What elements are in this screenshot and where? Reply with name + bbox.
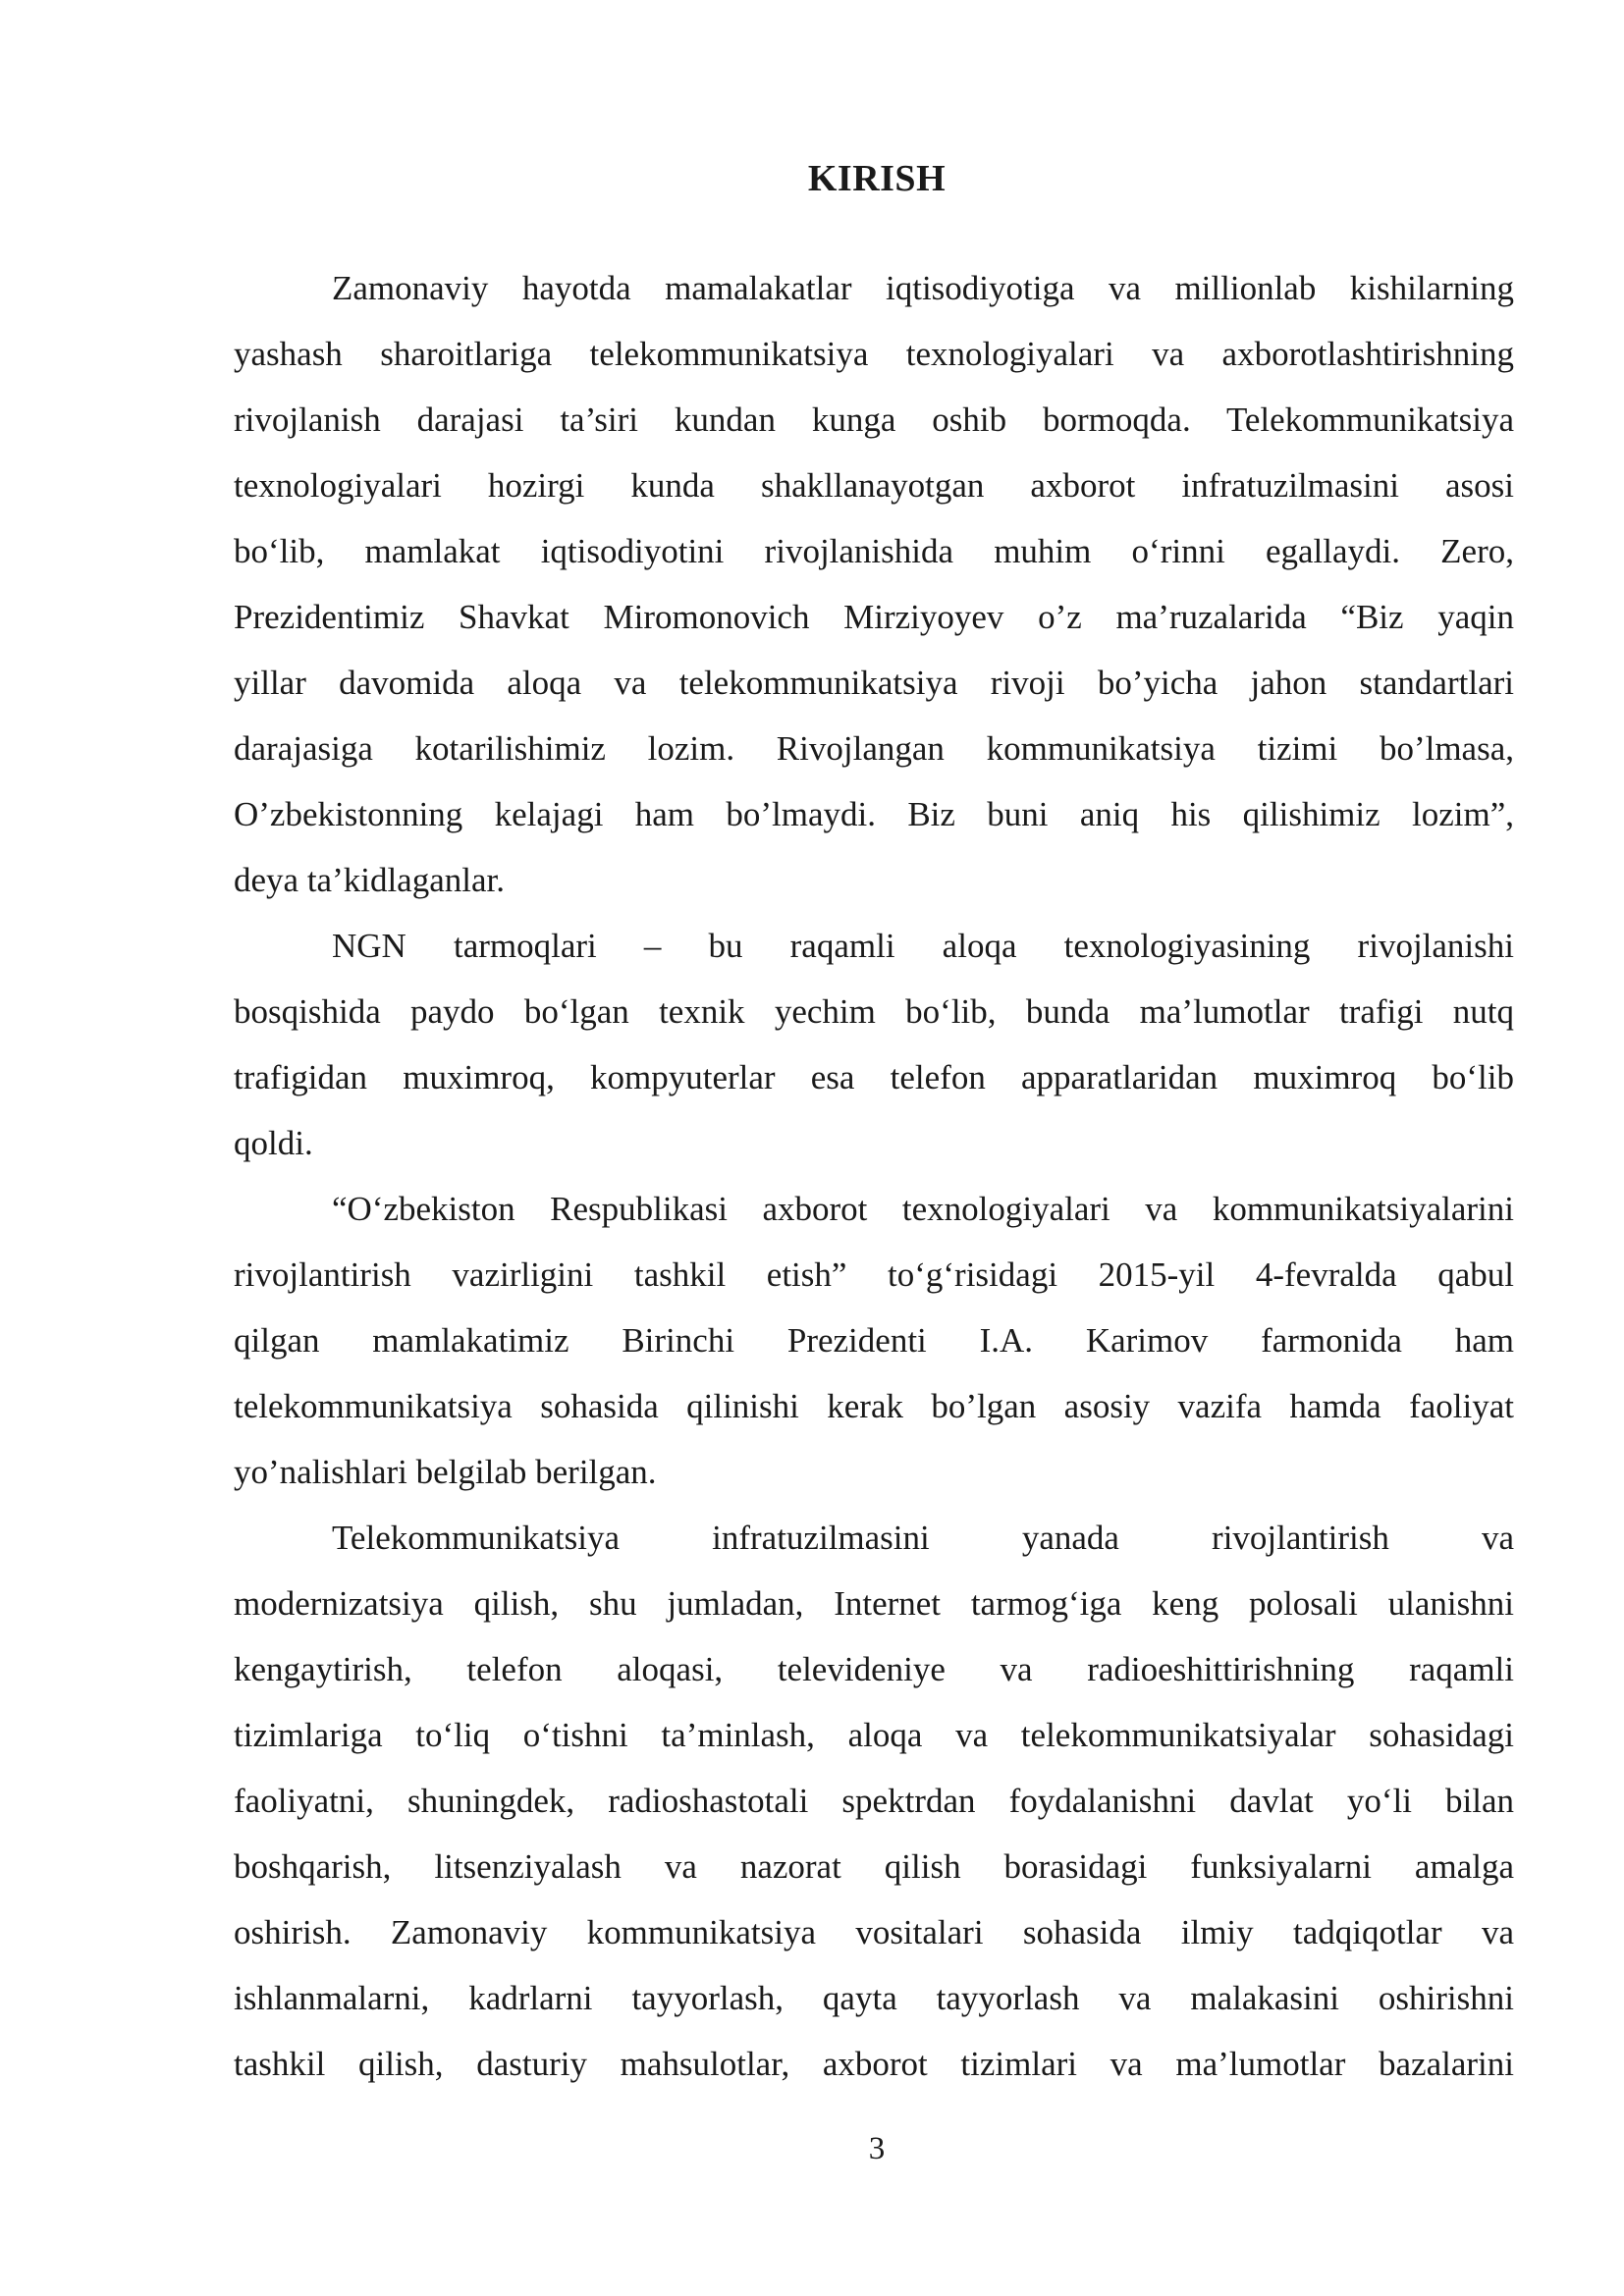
paragraph-line: yashash sharoitlariga telekommunikatsiya texnologiyalari va axborotlashtirishning (234, 335, 1514, 373)
paragraph-line: bo‘lib, mamlakat iqtisodiyotini rivojlanishida muhim o‘rinni egallaydi. Zero, (234, 532, 1514, 570)
paragraph-line: rivojlantirish vazirligini tashkil etish” to‘g‘risidagi 2015-yil 4-fevralda qabul (234, 1255, 1514, 1294)
paragraph-line: rivojlanish darajasi ta’siri kundan kunga oshib bormoqda. Telekommunikatsiya (234, 400, 1514, 439)
page-number: 3 (868, 2131, 886, 2166)
paragraph-line: qoldi. (234, 1124, 313, 1162)
section-title: KIRISH (807, 158, 947, 199)
paragraph-line: Zamonaviy hayotda mamalakatlar iqtisodiyotiga va millionlab kishilarning (332, 269, 1514, 307)
paragraph-line: bosqishida paydo bo‘lgan texnik yechim bo‘lib, bunda ma’lumotlar trafigi nutq (234, 992, 1514, 1031)
paragraph-line: NGN tarmoqlari – bu raqamli aloqa texnologiyasining rivojlanishi (332, 927, 1514, 965)
paragraph-line: Prezidentimiz Shavkat Miromonovich Mirziyoyev o’z ma’ruzalarida “Biz yaqin (234, 598, 1514, 636)
paragraph-line: Telekommunikatsiya infratuzilmasini yanada rivojlantirish va (332, 1519, 1514, 1557)
paragraph-line: tashkil qilish, dasturiy mahsulotlar, axborot tizimlari va ma’lumotlar bazalarini (234, 2045, 1514, 2083)
paragraph-line: yillar davomida aloqa va telekommunikatsiya rivoji bo’yicha jahon standartlari (234, 664, 1514, 702)
paragraph-line: qilgan mamlakatimiz Birinchi Prezidenti I.A. Karimov farmonida ham (234, 1321, 1514, 1360)
paragraph-line: faoliyatni, shuningdek, radioshastotali spektrdan foydalanishni davlat yo‘li bilan (234, 1782, 1514, 1820)
paragraph-line: ishlanmalarni, kadrlarni tayyorlash, qayta tayyorlash va malakasini oshirishni (234, 1979, 1514, 2017)
paragraph-line: “O‘zbekiston Respublikasi axborot texnologiyalari va kommunikatsiyalarini (332, 1190, 1514, 1228)
paragraph-line: O’zbekistonning kelajagi ham bo’lmaydi. Biz buni aniq his qilishimiz lozim”, (234, 795, 1514, 833)
paragraph-line: modernizatsiya qilish, shu jumladan, Internet tarmog‘iga keng polosali ulanishni (234, 1584, 1514, 1623)
paragraph-line: telekommunikatsiya sohasida qilinishi kerak bo’lgan asosiy vazifa hamda faoliyat (234, 1387, 1514, 1425)
paragraph-line: oshirish. Zamonaviy kommunikatsiya vositalari sohasida ilmiy tadqiqotlar va (234, 1913, 1514, 1951)
paragraph-line: boshqarish, litsenziyalash va nazorat qilish borasidagi funksiyalarni amalga (234, 1847, 1514, 1886)
paragraph-line: tizimlariga to‘liq o‘tishni ta’minlash, aloqa va telekommunikatsiyalar sohasidagi (234, 1716, 1514, 1754)
paragraph-line: texnologiyalari hozirgi kunda shakllanayotgan axborot infratuzilmasini asosi (234, 466, 1514, 505)
paragraph-line: yo’nalishlari belgilab berilgan. (234, 1453, 657, 1491)
paragraph-line: trafigidan muximroq, kompyuterlar esa telefon apparatlaridan muximroq bo‘lib (234, 1058, 1514, 1096)
paragraph-line: deya ta’kidlaganlar. (234, 861, 505, 899)
paragraph-line: kengaytirish, telefon aloqasi, televideniye va radioeshittirishning raqamli (234, 1650, 1514, 1688)
paragraph-line: darajasiga kotarilishimiz lozim. Rivojlangan kommunikatsiya tizimi bo’lmasa, (234, 729, 1514, 768)
